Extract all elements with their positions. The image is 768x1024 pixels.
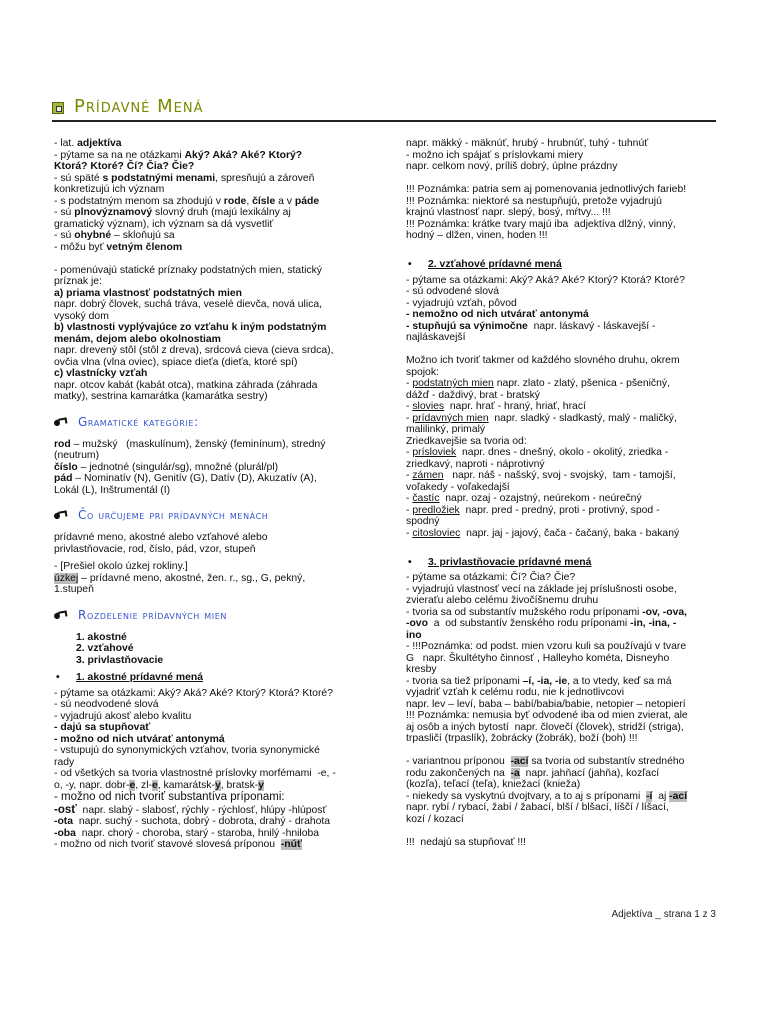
text-line: menám, dejom alebo okolnostiam	[54, 333, 221, 345]
text-line: - môžu byť vetným členom	[54, 241, 183, 253]
note-line: krajnú vlastnosť napr. slepý, bosý, mŕtvy... !!!	[406, 207, 611, 218]
section-title: Rozdelenie prídavných mien	[78, 607, 228, 622]
text-line: (kozľa), teľací (teľa), kniežací (knieža)	[406, 779, 581, 790]
page-footer: Adjektíva _ strana 1 z 3	[611, 909, 716, 920]
page-title: Prídavné Mená	[74, 96, 204, 117]
text-line: vyjadriť vzťah k celému rodu, nie k jednotlivcovi	[406, 687, 625, 698]
left-column	[54, 138, 366, 851]
note-line: !!! Poznámka: patria sem aj pomenovania jednotlivých farieb!	[406, 184, 687, 195]
leaf-bullet-icon	[54, 611, 68, 621]
text-line: kresby	[406, 664, 437, 675]
text-line: -osť napr. slabý - slabosť, rýchly - rýchlosť, hlúpy -hlúposť	[54, 803, 327, 816]
text-line: - častíc napr. ozaj - ozajstný, neúrekom - neúrečný	[406, 493, 642, 504]
list-item: 1. akostné	[76, 631, 127, 643]
text-line: b) vlastnosti vyplývajúce zo vzťahu k iným podstatným	[54, 322, 327, 333]
text-line: 1.stupeň	[54, 584, 94, 595]
text-line: napr. lev – leví, baba – babí/babia/babie, netopier – netopierí	[406, 698, 686, 710]
text-line: napr. otcov kabát (kabát otca), matkina záhrada (záhrada	[54, 379, 318, 391]
list-item: 2. vzťahové	[76, 643, 134, 654]
text-line: Zriedkavejšie sa tvoria od:	[406, 435, 527, 447]
text-line: a) priama vlastnosť podstatných mien	[54, 287, 243, 299]
text-line: spojok:	[406, 366, 439, 378]
subsection-header-privlastnovacie: • 3. privlastňovacie prídavné mená	[408, 556, 592, 568]
text-line: - prídavných mien napr. sladký - sladkastý, malý - maličký,	[406, 412, 677, 424]
text-line: - možno od nich utvárať antonymá	[54, 733, 225, 745]
text-line: -ovo a od substantív ženského rodu príponami -in, -ina, -	[406, 618, 677, 629]
text-line: - tvoria sa tiež príponami –í, -ia, -ie, a to vtedy, keď sa má	[406, 675, 672, 687]
text-line: najláskavejší	[406, 332, 466, 343]
text-line: - vyjadrujú vzťah, pôvod	[406, 297, 517, 309]
note-line: !!! Poznámka: krátke tvary majú iba adjektíva dlžný, vinný,	[406, 218, 676, 230]
text-line: malilinký, primalý	[406, 424, 486, 435]
text-line: voľakedy - voľakedajší	[406, 481, 510, 493]
text-line: matky), sestrina kamarátka (kamarátka sestry)	[54, 391, 268, 402]
text-line: - sú späté s podstatnými menami, spresňujú a zároveň	[54, 172, 315, 184]
text-line: - niekedy sa vyskytnú dvojtvary, a to aj s príponami -í aj -ací	[406, 790, 688, 802]
text-line: zvieraťu alebo celému živočíšnemu druhu	[406, 595, 599, 606]
text-line: - tvoria sa od substantív mužského rodu príponami -ov, -ova,	[406, 606, 688, 618]
text-line: - možno od nich tvoriť stavové slovesá príponou -núť	[54, 839, 302, 850]
text-line: - vyjadrujú vlastnosť vecí na základe jej príslušnosti osobe,	[406, 583, 677, 595]
section-title: Čo určujeme pri prídavných menách	[78, 508, 269, 523]
text-line: privlastňovacie, rod, číslo, pád, vzor, stupeň	[54, 543, 256, 555]
text-line: - pýtame sa otázkami: Čí? Čia? Čie?	[406, 572, 576, 583]
right-column	[406, 138, 718, 848]
text-line: - !!!Poznámka: od podst. mien vzoru kuli sa používajú v tvare	[406, 641, 687, 652]
text-line: - prísloviek napr. dnes - dnešný, okolo - okolitý, zriedka -	[406, 447, 669, 458]
text-line: G napr. Škultétyho činnosť , Halleyho kométa, Disneyho	[406, 652, 670, 664]
text-line: - nemožno od nich utvárať antonymá	[406, 309, 589, 320]
text-line: - pýtame sa na ne otázkami Aký? Aká? Aké? Ktorý?	[54, 149, 303, 161]
text-line: Lokál (L), Inštrumentál (I)	[54, 484, 171, 496]
text-line: c) vlastnícky vzťah	[54, 368, 148, 379]
text-line: - vyjadrujú akosť alebo kvalitu	[54, 710, 192, 722]
section-square-icon	[52, 102, 64, 114]
text-line: napr. celkom nový, príliš dobrý, úplne prázdny	[406, 161, 618, 172]
text-line: gramatický význam), ich význam sa dá vysvetliť	[54, 218, 274, 230]
text-line: - lat. adjektíva	[54, 138, 122, 149]
leaf-bullet-icon	[54, 418, 68, 428]
text-line: číslo – jednotné (singulár/sg), množné (plurál/pl)	[54, 461, 279, 473]
section-header-urcujeme	[54, 508, 366, 524]
text-line: - s podstatným menom sa zhodujú v rode, čísle a v páde	[54, 195, 320, 207]
text-line: - variantnou príponou -ací sa tvoria od substantív stredného	[406, 756, 685, 767]
text-line: - stupňujú sa výnimočne napr. láskavý - láskavejší -	[406, 320, 656, 332]
text-line: aj osôb a iných bytostí napr. človečí (človek), stridží (striga),	[406, 721, 684, 733]
text-line: - dajú sa stupňovať	[54, 722, 151, 733]
text-line: - sú neodvodené slová	[54, 699, 159, 710]
text-line: (neutrum)	[54, 450, 100, 461]
note-line: !!! Poznámka: niektoré sa nestupňujú, pretože vyjadrujú	[406, 195, 662, 207]
text-line: zriedkavý, naproti - náprotivný	[406, 458, 545, 470]
text-line: - sú odvodené slová	[406, 286, 499, 297]
subsection-header-vztahove: • 2. vzťahové prídavné mená	[408, 259, 562, 270]
list-item: 3. privlastňovacie	[76, 654, 164, 666]
text-line: dážď - daždivý, brat - bratský	[406, 389, 541, 401]
text-line: !!! Poznámka: nemusia byť odvodené iba od mien zvierat, ale	[406, 710, 688, 721]
text-line: rady	[54, 756, 75, 768]
text-line: - sú plnovýznamový slovný druh (majú lexikálny aj	[54, 207, 291, 218]
text-line: - slovies napr. hrať - hraný, hriať, hrací	[406, 401, 586, 412]
text-line: úzkej – prídavné meno, akostné, žen. r., sg., G, pekný,	[54, 572, 306, 584]
text-line: trpasličí (trpaslík), žobrácky (žobrák), boží (boh) !!!	[406, 733, 638, 744]
note-line: hodný – dlžen, vinen, hoden !!!	[406, 230, 548, 241]
text-line: - pýtame sa otázkami: Aký? Aká? Aké? Ktorý? Ktorá? Ktoré?	[54, 687, 333, 699]
text-line: prídavné meno, akostné alebo vzťahové alebo	[54, 532, 268, 543]
leaf-bullet-icon	[54, 511, 68, 521]
text-line: napr. mäkký - mäknúť, hrubý - hrubnúť, tuhý - tuhnúť	[406, 138, 649, 149]
text-line: -ota napr. suchý - suchota, dobrý - dobrota, drahý - drahota	[54, 816, 331, 827]
text-line: konkretizujú ich význam	[54, 184, 165, 195]
text-line: ino	[406, 629, 422, 641]
text-line: Ktorá? Ktoré? Čí? Čia? Čie?	[54, 161, 195, 172]
text-line: rod – mužský (maskulínum), ženský (feminínum), stredný	[54, 438, 326, 450]
section-title: Gramatické kategórie:	[78, 414, 199, 429]
text-line: - možno od nich tvoriť substantíva príponami:	[54, 791, 285, 803]
text-line: spodný	[406, 516, 440, 527]
text-line: kozí / kozací	[406, 813, 464, 825]
text-line: napr. drevený stôl (stôl z dreva), srdcová cieva (cieva srdca),	[54, 345, 334, 356]
section-header-gramaticke	[54, 415, 366, 431]
text-line: -oba napr. chorý - choroba, starý - staroba, hnilý -hniloba	[54, 827, 320, 839]
subsection-header-akostne: • 1. akostné prídavné mená	[56, 672, 204, 683]
text-line: Možno ich tvoriť takmer od každého slovného druhu, okrem	[406, 355, 680, 366]
text-line: rodu zakončených na -a napr. jahňací (jahňa), kozľací	[406, 767, 660, 779]
text-line: vysoký dom	[54, 310, 109, 322]
text-line: - [Prešiel okolo úzkej rokliny.]	[54, 561, 188, 572]
text-line: !!! nedajú sa stupňovať !!!	[406, 836, 526, 848]
text-line: - predložiek napr. pred - predný, proti - protivný, spod -	[406, 504, 660, 516]
text-line: o, -y, napr. dobr-e, zl-e, kamarátsk-y, bratsk-y	[54, 779, 265, 791]
text-line: - citosloviec napr. jaj - jajový, čača - čačaný, baka - bakaný	[406, 527, 680, 539]
text-line: - zámen napr. náš - našský, svoj - svojský, tam - tamojší,	[406, 470, 676, 481]
text-line: príznak je:	[54, 276, 102, 287]
text-line: - podstatných mien napr. zlato - zlatý, pšenica - pšeničný,	[406, 378, 670, 389]
text-line: - od všetkých sa tvoria vlastnostné príslovky morfémami -e, -	[54, 768, 336, 779]
text-line: - pýtame sa otázkami: Aký? Aká? Aké? Ktorý? Ktorá? Ktoré?	[406, 274, 685, 286]
text-line: - možno ich spájať s príslovkami miery	[406, 149, 584, 161]
section-header-rozdelenie	[54, 608, 366, 624]
text-line: - pomenúvajú statické príznaky podstatných mien, statický	[54, 264, 322, 276]
text-line: ovčia vlna (vlna oviec), spiace dieťa (dieťa, ktoré spí)	[54, 356, 298, 368]
page-header	[52, 96, 716, 122]
text-line: napr. dobrý človek, suchá tráva, veselé dievča, nová ulica,	[54, 299, 322, 310]
text-line: pád – Nominatív (N), Genitív (G), Datív (D), Akuzatív (A),	[54, 473, 317, 484]
text-line: - sú ohybné – skloňujú sa	[54, 230, 175, 241]
text-line: napr. rybí / rybací, žabí / žabací, blší / blšací, líščí / líšací,	[406, 802, 669, 813]
text-line: - vstupujú do synonymických vzťahov, tvoria synonymické	[54, 745, 320, 756]
